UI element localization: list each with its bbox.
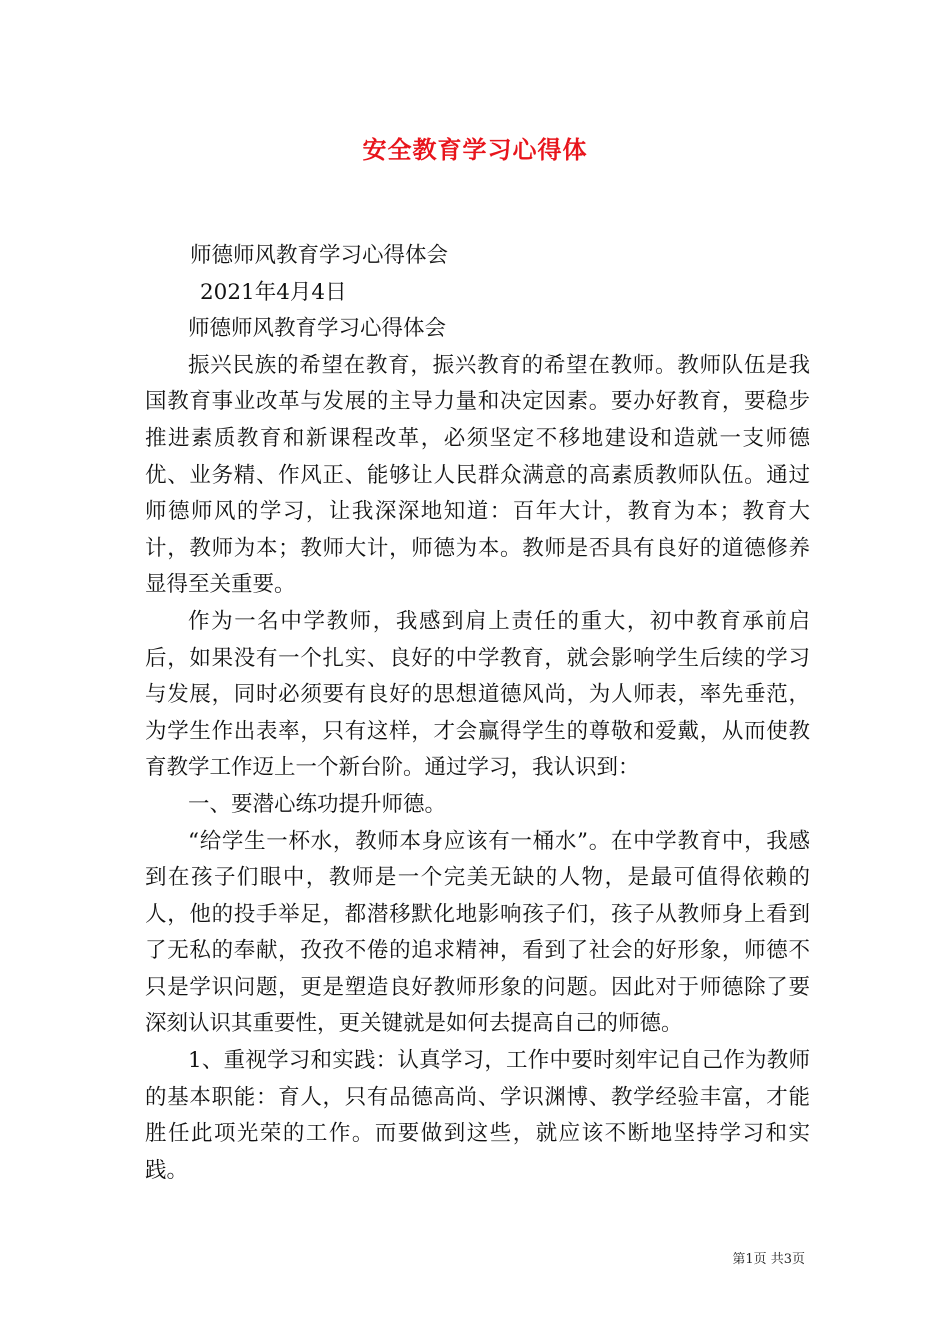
document-body xyxy=(145,238,810,1189)
body-paragraph: 振兴民族的希望在教育，振兴教育的希望在教师。教师队伍是我国教育事业改革与发展的主导力量和决定因素。要办好教育，要稳步推进素质教育和新课程改革，必须坚定不移地建设和造就一支师德优、业务精、作风正、能够让人民群众满意的高素质教师队伍。通过师德师风的学习，让我深深地知道：百年大计，教育为本；教育大计，教师为本；教师大计，师德为本。教师是否具有良好的道德修养显得至关重要。 xyxy=(145,352,810,598)
body-paragraph: 作为一名中学教师，我感到肩上责任的重大，初中教育承前启后，如果没有一个扎实、良好的中学教育，就会影响学生后续的学习与发展，同时必须要有良好的思想道德风尚，为人师表，率先垂范，为学生作出表率，只有这样，才会赢得学生的尊敬和爱戴，从而使教育教学工作迈上一个新台阶。通过学习，我认识到： xyxy=(145,608,810,781)
body-paragraph: “给学生一杯水，教师本身应该有一桶水”。在中学教育中，我感到在孩子们眼中，教师是一个完美无缺的人物，是最可值得依赖的人，他的投手举足，都潜移默化地影响孩子们，孩子从教师身上看到了无私的奉献，孜孜不倦的追求精神，看到了社会的好形象，师德不只是学识问题，更是塑造良好教师形象的问题。因此对于师德除了要深刻认识其重要性，更关键就是如何去提高自己的师德。 xyxy=(145,828,810,1037)
subtitle-paragraph: 师德师风教育学习心得体会 xyxy=(190,243,449,268)
page-title: 安全教育学习心得体 xyxy=(362,135,588,164)
date-paragraph: 2021年4月4日 xyxy=(200,279,347,305)
section-heading: 一、要潜心练功提升师德。 xyxy=(188,791,447,817)
page-number: 第1页 共3页 xyxy=(732,1252,805,1267)
body-paragraph: 1、重视学习和实践：认真学习，工作中要时刻牢记自己作为教师的基本职能：育人，只有品德高尚、学识渊博、教学经验丰富，才能胜任此项光荣的工作。而要做到这些，就应该不断地坚持学习和实践。 xyxy=(145,1048,810,1183)
heading-paragraph: 师德师风教育学习心得体会 xyxy=(188,316,447,342)
